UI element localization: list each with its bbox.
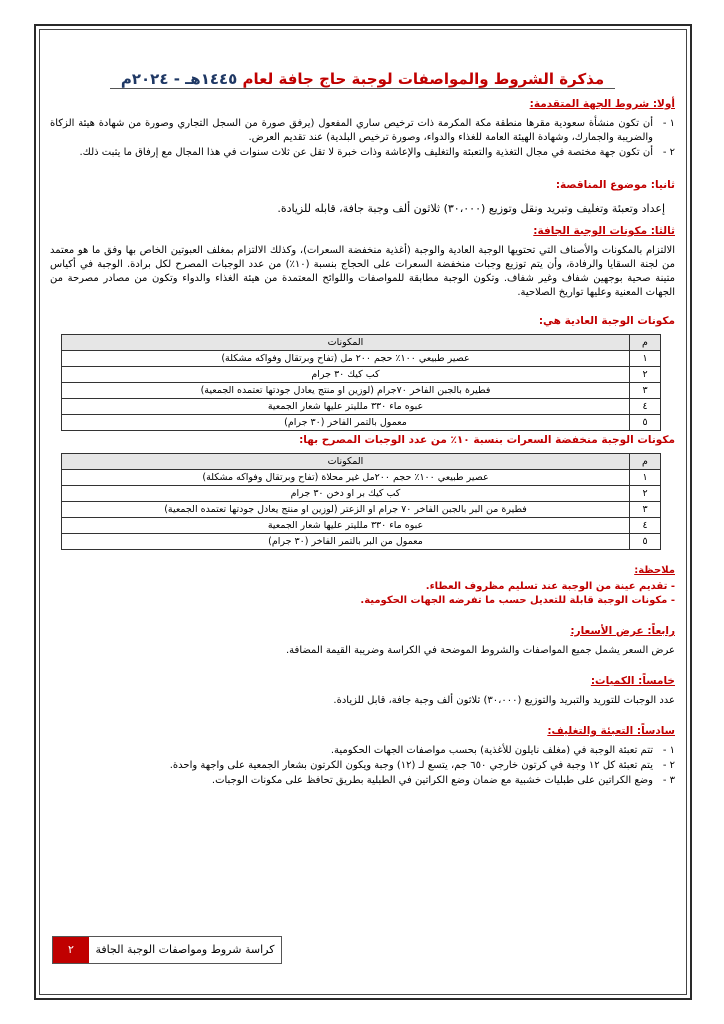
document-body <box>50 72 675 789</box>
row-component: فطيرة من البر بالجبن الفاخر ٧٠ جرام او الزعتر (لوزين او منتج يعادل جودتها تعتمده الجمعية) <box>62 502 630 518</box>
row-number: ٣ <box>630 502 661 518</box>
page-number: ٢ <box>53 937 89 963</box>
table-row <box>62 367 661 383</box>
row-component: فطيرة بالجبن الفاخر ٧٠جرام (لوزين او منتج يعادل جودتها تعتمده الجمعية) <box>62 383 630 399</box>
section6-item <box>50 774 675 788</box>
column-header-components: المكونات <box>62 454 630 470</box>
table-row <box>62 415 661 431</box>
row-number: ٢ <box>630 367 661 383</box>
item-number: ٣ - <box>662 775 675 786</box>
item-number: ٢ - <box>662 147 675 158</box>
table-header-row <box>62 454 661 470</box>
normal-meal-table <box>61 334 661 431</box>
table-row <box>62 534 661 550</box>
item-text: أن تكون جهة مختصة في مجال التغذية والتعبئة والتغليف والإعاشة وذات خبرة لا تقل عن ثلاث سنوات في هذا المجال مع إرفاق ما يثبت ذلك. <box>79 147 653 158</box>
section2-text: إعداد وتعبئة وتغليف وتبريد ونقل وتوزيع (٣٠،٠٠٠) ثلاثون ألف وجبة جافة، قابله للزيادة. <box>277 202 665 215</box>
row-component: عبوه ماء ٣٣٠ ملليتر عليها شعار الجمعية <box>62 518 630 534</box>
row-number: ٢ <box>630 486 661 502</box>
note-item: - مكونات الوجبة قابلة للتعديل حسب ما تفرضه الجهات الحكومية. <box>360 595 675 606</box>
item-number: ١ - <box>662 745 675 756</box>
document-title <box>110 72 615 89</box>
section6-item <box>50 744 675 758</box>
item-number: ١ - <box>662 118 675 129</box>
row-component: عصير طبيعي ١٠٠٪ حجم ٢٠٠ مل (تفاح وبرتقال وفواكه مشكلة) <box>62 351 630 367</box>
page-footer <box>52 936 282 964</box>
row-number: ٤ <box>630 399 661 415</box>
table-row <box>62 502 661 518</box>
notes-heading: ملاحظة: <box>634 565 675 576</box>
row-number: ١ <box>630 351 661 367</box>
row-component: معمول من البر بالتمر الفاخر (٣٠ جرام) <box>62 534 630 550</box>
row-number: ٥ <box>630 415 661 431</box>
row-number: ١ <box>630 470 661 486</box>
row-component: عبوه ماء ٣٣٠ ملليتر عليها شعار الجمعية <box>62 399 630 415</box>
title-date: ١٤٤٥هـ - ٢٠٢٤م <box>120 70 238 88</box>
item-text: تتم تعبئة الوجبة في (مغلف نايلون للأغذية) بحسب مواصفات الجهات الحكومية. <box>330 745 653 756</box>
section2-heading: ثانيا: موضوع المناقصة: <box>555 179 675 191</box>
section5-text: عدد الوجبات للتوريد والتبريد والتوزيع (٣٠،٠٠٠) ثلاثون ألف وجبة جافة، قابل للزيادة. <box>333 695 675 706</box>
note-item: - تقديم عينة من الوجبة عند تسليم مظروف العطاء. <box>425 581 675 592</box>
title-text: مذكرة الشروط والمواصفات لوجبة حاج جافة لعام <box>242 70 605 88</box>
row-component: عصير طبيعي ١٠٠٪ حجم ٢٠٠مل غير محلاة (تفاح وبرتقال وفواكه مشكلة) <box>62 470 630 486</box>
section1-heading: أولا: شروط الجهة المتقدمة: <box>529 98 675 110</box>
section3-text: الالتزام بالمكونات والأصناف التي تحتويها الوجبة العادية والوجبة (أغذية منخفضة السعرات)، وكذلك الالتزام بمغلف العبوتين الخاص بها وفق ما هو معتمد من لجنة السقايا والرفادة، وأن يتم توزيع وجبات منخفضة السعرات على الحجاج بنسبة (١٠٪) من عدد الوجبات المصرح لكل برادة. الوجبة في أكياس متينة صحية بوجهين شفاف وغير شفاف. وتكون الوجبة مطابقة للمواصفات واللوائح المعتمدة من هيئة الغذاء والدواء وتكون من مصادر مصرحة من الجهات المعنية وعليها تواريخ الصلاحية. <box>50 245 676 298</box>
footer-title: كراسة شروط ومواصفات الوجبة الجافة <box>95 943 275 956</box>
section1-item <box>50 146 675 160</box>
item-text: وضع الكراتين على طبليات خشبية مع ضمان وضع الكراتين في الطبلية بطريق تحافظ على مكونات الوجبات. <box>211 775 653 786</box>
row-component: معمول بالتمر الفاخر (٣٠ جرام) <box>62 415 630 431</box>
section4-heading: رابعاً: عرض الأسعار: <box>570 625 675 637</box>
column-header-number: م <box>630 335 661 351</box>
table1-heading: مكونات الوجبة العادية هي: <box>538 315 675 327</box>
table-row <box>62 486 661 502</box>
table-row <box>62 351 661 367</box>
item-number: ٢ - <box>662 760 675 771</box>
table-row <box>62 399 661 415</box>
section6-heading: سادساً: التعبئة والتغليف: <box>547 725 675 737</box>
low-calorie-meal-table <box>61 453 661 550</box>
table-row <box>62 470 661 486</box>
table2-heading: مكونات الوجبة منخفضة السعرات بنسبة ١٠٪ من عدد الوجبات المصرح بها: <box>299 434 675 446</box>
row-component: كب كيك ٣٠ جرام <box>62 367 630 383</box>
section6-item <box>50 759 675 773</box>
section4-text: عرض السعر يشمل جميع المواصفات والشروط الموضحة في الكراسة وضريبة القيمة المضافة. <box>286 645 675 656</box>
section1-item <box>50 117 675 145</box>
table-header-row <box>62 335 661 351</box>
column-header-number: م <box>630 454 661 470</box>
row-number: ٤ <box>630 518 661 534</box>
row-component: كب كيك بر او دخن ٣٠ جرام <box>62 486 630 502</box>
item-text: يتم تعبئة كل ١٢ وجبة في كرتون خارجي ٦٥٠ جم، يتسع لـ (١٢) وجبة ويكون الكرتون بشعار الجمعية على واجهة واحدة. <box>169 760 653 771</box>
item-text: أن تكون منشأة سعودية مقرها منطقة مكة المكرمة ذات ترخيص ساري المفعول (يرفق صورة من السجل التجاري وصورة من شهادة هيئة الزكاة والضريبة والجمارك، وشهادة الهيئة العامة للغذاء والدواء، وصورة ترخيص البلدية) عند تقديم العرض. <box>50 118 653 143</box>
table-row <box>62 518 661 534</box>
section3-heading: ثالثا: مكونات الوجبة الجافة: <box>533 225 675 237</box>
column-header-components: المكونات <box>62 335 630 351</box>
row-number: ٣ <box>630 383 661 399</box>
section5-heading: خامساً: الكميات: <box>590 675 675 687</box>
table-row <box>62 383 661 399</box>
row-number: ٥ <box>630 534 661 550</box>
